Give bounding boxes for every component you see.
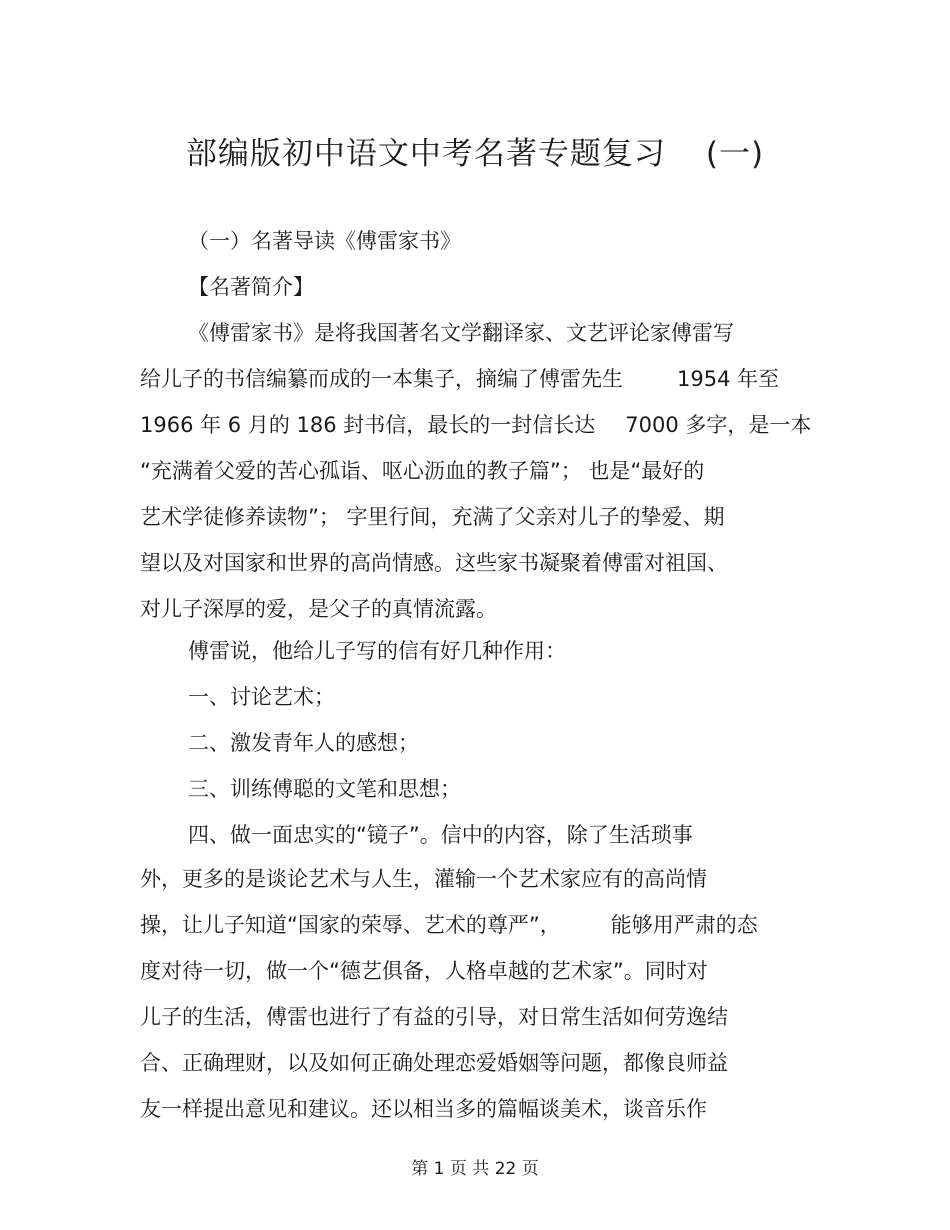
- section-heading: （一）名著导读《傅雷家书》: [188, 229, 461, 253]
- paragraph3-line3b: 能够用严肃的态: [610, 913, 758, 937]
- paragraph1-line1: 《傅雷家书》是将我国著名文学翻译家、文艺评论家傅雷写: [188, 321, 734, 345]
- paragraph1-line6: 望以及对国家和世界的高尚情感。这些家书凝聚着傅雷对祖国、: [140, 551, 728, 575]
- paragraph1-line2b: 1954 年至: [677, 367, 780, 391]
- paragraph1-line2a: 给儿子的书信编纂而成的一本集子，摘编了傅雷先生: [140, 367, 623, 391]
- paragraph3-line1: 四、做一面忠实的“镜子”。信中的内容，除了生活琐事: [188, 823, 693, 847]
- page-footer: 第 1 页 共 22 页: [411, 1159, 539, 1179]
- paragraph1-line4: “充满着父爱的苦心孤诣、呕心沥血的教子篇”； 也是“最好的: [140, 459, 705, 483]
- paragraph3-line5: 儿子的生活，傅雷也进行了有益的引导，对日常生活如何劳逸结: [140, 1005, 728, 1029]
- page-title: [0, 128, 950, 173]
- list-item-1: 一、讨论艺术；: [188, 685, 335, 709]
- title-suffix: (一): [705, 136, 765, 172]
- paragraph3-line3a: 操，让儿子知道“国家的荣辱、艺术的尊严”，: [140, 913, 561, 937]
- paragraph1-line2: [140, 365, 779, 393]
- paragraph3-line3: [140, 911, 758, 939]
- paragraph3-line2: 外，更多的是谈论艺术与人生，灌输一个艺术家应有的高尚情: [140, 867, 707, 891]
- paragraph1-line3b: 7000 多字，是一本: [625, 413, 812, 437]
- paragraph3-line7: 友一样提出意见和建议。还以相当多的篇幅谈美术，谈音乐作: [140, 1097, 707, 1121]
- list-item-3: 三、训练傅聪的文笔和思想；: [188, 777, 461, 801]
- paragraph1-line7: 对儿子深厚的爱，是父子的真情流露。: [140, 597, 497, 621]
- subheading: 【名著简介】: [188, 275, 314, 299]
- paragraph3-line4: 度对待一切，做一个“德艺俱备，人格卓越的艺术家”。同时对: [140, 959, 708, 983]
- list-item-2: 二、激发青年人的感想；: [188, 731, 419, 755]
- paragraph2: 傅雷说，他给儿子写的信有好几种作用：: [188, 639, 566, 663]
- paragraph1-line5: 艺术学徒修养读物”； 字里行间，充满了父亲对儿子的挚爱、期: [140, 505, 725, 529]
- paragraph1-line3: [140, 411, 811, 439]
- paragraph3-line6: 合、正确理财，以及如何正确处理恋爱婚姻等问题，都像良师益: [140, 1051, 728, 1075]
- paragraph1-line3a: 1966 年 6 月的 186 封书信，最长的一封信长达: [140, 413, 596, 437]
- title-main: 部编版初中语文中考名著专题复习: [185, 136, 666, 172]
